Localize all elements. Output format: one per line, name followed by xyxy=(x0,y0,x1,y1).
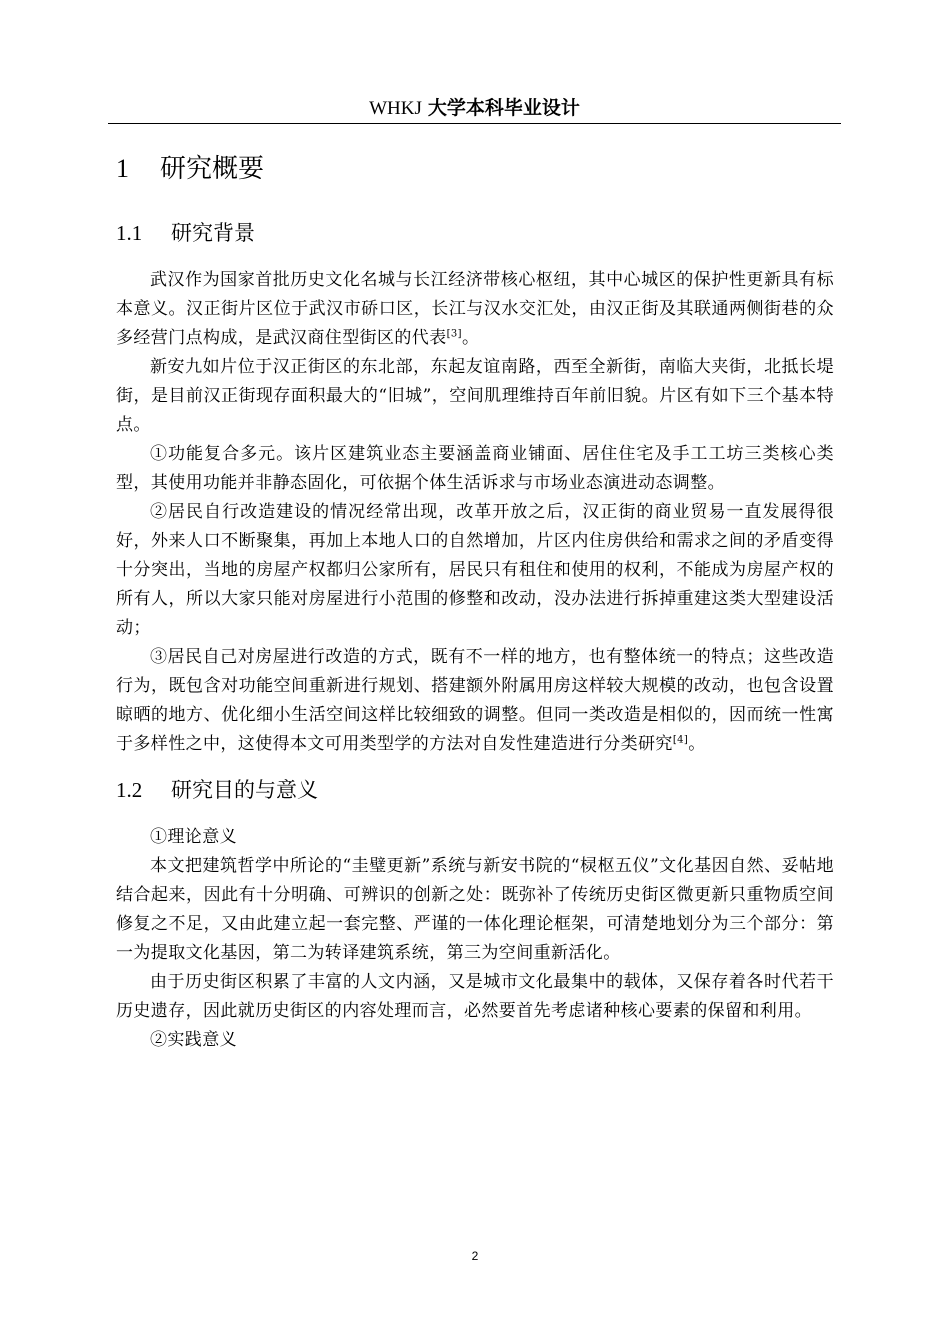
paragraph-text: 新安九如片位于汉正街区的东北部，东起友谊南路，西至全新街，南临大夹街，北抵长堤街，是目前汉正街现存面积最大的“旧城”，空间肌理维持百年前旧貌。片区有如下三个基本特点。 xyxy=(116,357,834,435)
body-paragraph xyxy=(116,353,834,440)
header-school-code: WHKJ xyxy=(369,98,422,119)
paragraph-text: ①功能复合多元。该片区建筑业态主要涵盖商业铺面、居住住宅及手工工坊三类核心类型，其使用功能并非静态固化，可依据个体生活诉求与市场业态演进动态调整。 xyxy=(116,444,834,493)
header-title: 大学本科毕业设计 xyxy=(427,97,580,119)
citation-marker: [3] xyxy=(446,328,462,340)
page-number: 2 xyxy=(471,1249,479,1263)
section-number: 1.2 xyxy=(116,778,143,802)
section-title: 研究目的与意义 xyxy=(171,778,318,802)
body-paragraph xyxy=(116,498,834,643)
body-paragraph xyxy=(116,266,834,353)
body-paragraph xyxy=(116,1026,834,1055)
page-body xyxy=(116,148,834,1055)
chapter-number: 1 xyxy=(116,154,129,183)
paragraph-text: ③居民自己对房屋进行改造的方式，既有不一样的地方，也有整体统一的特点；这些改造行为，既包含对功能空间重新进行规划、搭建额外附属用房这样较大规模的改动，也包含设置晾晒的地方、优化细小生活空间这样比较细致的调整。但同一类改造是相似的，因而统一性寓于多样性之中，这使得本文可用类型学的方法对自发性建造进行分类研究 xyxy=(116,647,834,754)
chapter-heading xyxy=(116,148,834,190)
paragraph-text: 武汉作为国家首批历史文化名城与长江经济带核心枢纽，其中心城区的保护性更新具有标本意义。汉正街片区位于武汉市硚口区，长江与汉水交汇处，由汉正街及其联通两侧街巷的众多经营门点构成，是武汉商住型街区的代表 xyxy=(116,270,834,348)
body-paragraph xyxy=(116,643,834,759)
section-number: 1.1 xyxy=(116,221,143,245)
paragraph-text: 由于历史街区积累了丰富的人文内涵，又是城市文化最集中的载体，又保存着各时代若干历史遗存，因此就历史街区的内容处理而言，必然要首先考虑诸种核心要素的保留和利用。 xyxy=(116,972,834,1021)
body-paragraph xyxy=(116,968,834,1026)
body-paragraph xyxy=(116,823,834,852)
header-rule xyxy=(108,123,841,124)
paragraph-tail: 。 xyxy=(688,734,706,754)
paragraph-tail: 。 xyxy=(461,328,480,348)
citation-marker: [4] xyxy=(672,734,689,746)
section-heading xyxy=(116,216,834,250)
chapter-title: 研究概要 xyxy=(160,154,265,184)
paragraph-text: ①理论意义 xyxy=(150,827,237,847)
paragraph-text: ②居民自行改造建设的情况经常出现，改革开放之后，汉正街的商业贸易一直发展得很好，外来人口不断聚集，再加上本地人口的自然增加，片区内住房供给和需求之间的矛盾变得十分突出，当地的房屋产权都归公家所有，居民只有租住和使用的权利，不能成为房屋产权的所有人，所以大家只能对房屋进行小范围的修整和改动，没办法进行拆掉重建这类大型建设活动； xyxy=(116,502,834,638)
section-heading xyxy=(116,773,834,807)
section-title: 研究背景 xyxy=(171,221,255,245)
running-header xyxy=(108,96,841,121)
body-paragraph xyxy=(116,852,834,968)
paragraph-text: ②实践意义 xyxy=(150,1030,237,1050)
body-paragraph xyxy=(116,440,834,498)
paragraph-text: 本文把建筑哲学中所论的“圭璧更新”系统与新安书院的“棂枢五仪”文化基因自然、妥帖地结合起来，因此有十分明确、可辨识的创新之处：既弥补了传统历史街区微更新只重物质空间修复之不足，又由此建立起一套完整、严谨的一体化理论框架，可清楚地划分为三个部分：第一为提取文化基因，第二为转译建筑系统，第三为空间重新活化。 xyxy=(116,856,834,963)
